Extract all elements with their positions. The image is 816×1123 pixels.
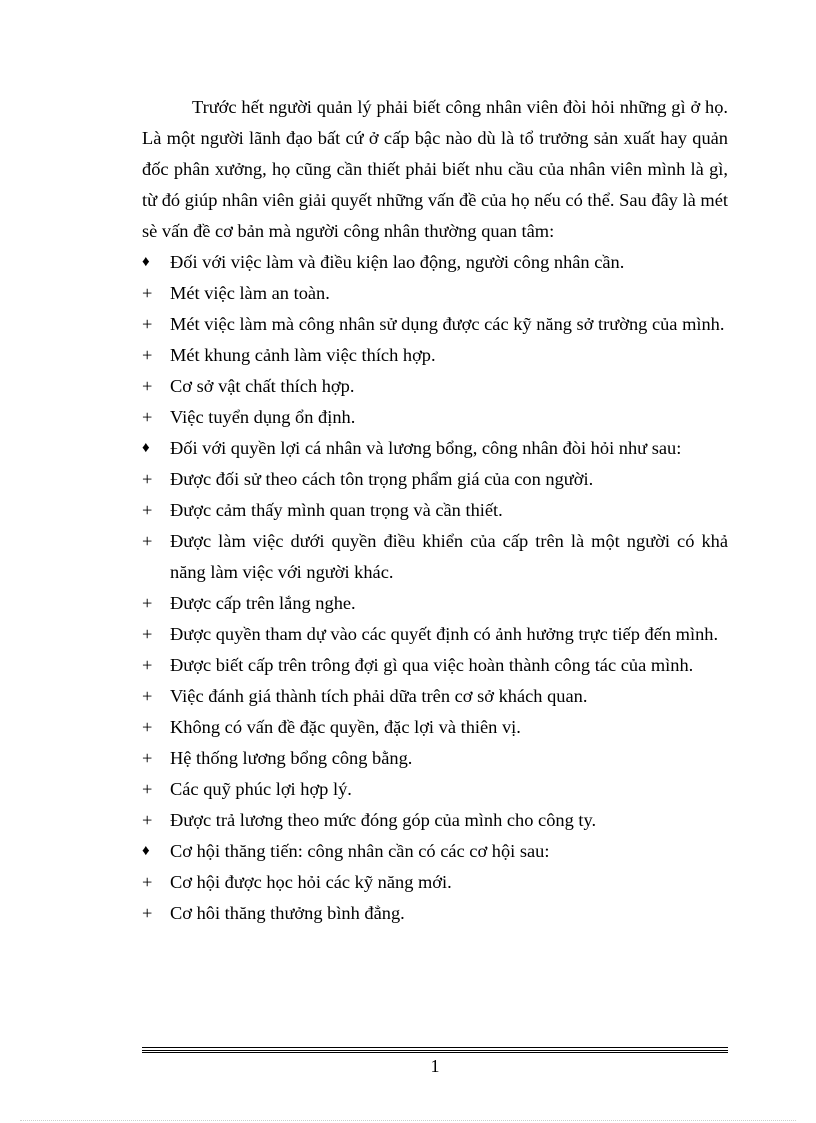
footer-divider	[142, 1050, 728, 1051]
intro-paragraph: Trước hết người quản lý phải biết công nhân viên đòi hỏi những gì ở họ. Là một người lãnh đạo bất cứ ở cấp bậc nào dù là tổ trưởng sản xuất hay quản đốc phân xưởng, họ cũng cần thiết phải biết nhu cầu của nhân viên mình là gì, từ đó giúp nhân viên giải quyết những vấn đề của họ nếu có thể. Sau đây là mét sè vấn đề cơ bản mà người công nhân thường quan tâm:	[142, 97, 728, 241]
list-item	[142, 309, 728, 340]
list-item-text: Cơ hội thăng tiến: công nhân cần có các cơ hội sau:	[170, 841, 550, 861]
body-text	[142, 92, 728, 929]
list-item-text: Được biết cấp trên trông đợi gì qua việc hoàn thành công tác của mình.	[170, 655, 694, 675]
list-item-text: Được cấp trên lắng nghe.	[170, 593, 356, 613]
list-item	[142, 588, 728, 619]
list-item-text: Mét việc làm an toàn.	[170, 283, 330, 303]
list-item-text: Được làm việc dưới quyền điều khiển của cấp trên là một người có khả năng làm việc với người khác.	[170, 531, 728, 582]
list-item-text: Đối với việc làm và điều kiện lao động, người công nhân cần.	[170, 252, 625, 272]
page-number: 1	[430, 1056, 440, 1076]
list-item-text: Được trả lương theo mức đóng góp của mình cho công ty.	[170, 810, 597, 830]
list-item	[142, 836, 728, 867]
list-item-text: Cơ hôi thăng thưởng bình đẳng.	[170, 903, 405, 923]
list-item	[142, 650, 728, 681]
plus-bullet-icon: +	[142, 500, 153, 520]
list-item	[142, 526, 728, 588]
list-item-text: Cơ sở vật chất thích hợp.	[170, 376, 355, 396]
list-item	[142, 371, 728, 402]
list-item	[142, 681, 728, 712]
plus-bullet-icon: +	[142, 283, 153, 303]
list-item-text: Cơ hội được học hỏi các kỹ năng mới.	[170, 872, 452, 892]
diamond-bullet-icon: ♦	[142, 843, 150, 859]
list-item-text: Không có vấn đề đặc quyền, đặc lợi và thiên vị.	[170, 717, 521, 737]
list-item	[142, 495, 728, 526]
list-item	[142, 867, 728, 898]
list-item	[142, 278, 728, 309]
plus-bullet-icon: +	[142, 872, 153, 892]
diamond-bullet-icon: ♦	[142, 254, 150, 270]
footer-divider	[142, 1047, 728, 1048]
footer-divider	[142, 1052, 728, 1053]
list-item	[142, 433, 728, 464]
plus-bullet-icon: +	[142, 314, 153, 334]
list-item	[142, 402, 728, 433]
plus-bullet-icon: +	[142, 748, 153, 768]
plus-bullet-icon: +	[142, 469, 153, 489]
list-item-text: Các quỹ phúc lợi hợp lý.	[170, 779, 352, 799]
list-item-text: Việc tuyển dụng ổn định.	[170, 407, 356, 427]
plus-bullet-icon: +	[142, 686, 153, 706]
page-bottom-border	[20, 1120, 796, 1121]
list-item	[142, 340, 728, 371]
plus-bullet-icon: +	[142, 903, 153, 923]
plus-bullet-icon: +	[142, 624, 153, 644]
list-item-text: Hệ thống lương bổng công bằng.	[170, 748, 413, 768]
plus-bullet-icon: +	[142, 531, 153, 551]
plus-bullet-icon: +	[142, 810, 153, 830]
plus-bullet-icon: +	[142, 593, 153, 613]
list-item-text: Được quyền tham dự vào các quyết định có ảnh hưởng trực tiếp đến mình.	[170, 624, 719, 644]
list-item	[142, 464, 728, 495]
list-item	[142, 619, 728, 650]
list-item-text: Mét việc làm mà công nhân sử dụng được các kỹ năng sở trường của mình.	[170, 314, 725, 334]
list-item	[142, 712, 728, 743]
list-item	[142, 247, 728, 278]
list-item-text: Được cảm thấy mình quan trọng và cần thiết.	[170, 500, 503, 520]
plus-bullet-icon: +	[142, 655, 153, 675]
list-item-text: Mét khung cảnh làm việc thích hợp.	[170, 345, 436, 365]
list-item-text: Được đối sử theo cách tôn trọng phẩm giá của con người.	[170, 469, 594, 489]
list-item	[142, 774, 728, 805]
plus-bullet-icon: +	[142, 779, 153, 799]
list-item	[142, 805, 728, 836]
list-item	[142, 743, 728, 774]
plus-bullet-icon: +	[142, 717, 153, 737]
plus-bullet-icon: +	[142, 345, 153, 365]
list-item-text: Việc đánh giá thành tích phải dữa trên cơ sở khách quan.	[170, 686, 588, 706]
plus-bullet-icon: +	[142, 407, 153, 427]
list-item-text: Đối với quyền lợi cá nhân và lương bổng, công nhân đòi hỏi như sau:	[170, 438, 682, 458]
list-item	[142, 898, 728, 929]
diamond-bullet-icon: ♦	[142, 440, 150, 456]
plus-bullet-icon: +	[142, 376, 153, 396]
